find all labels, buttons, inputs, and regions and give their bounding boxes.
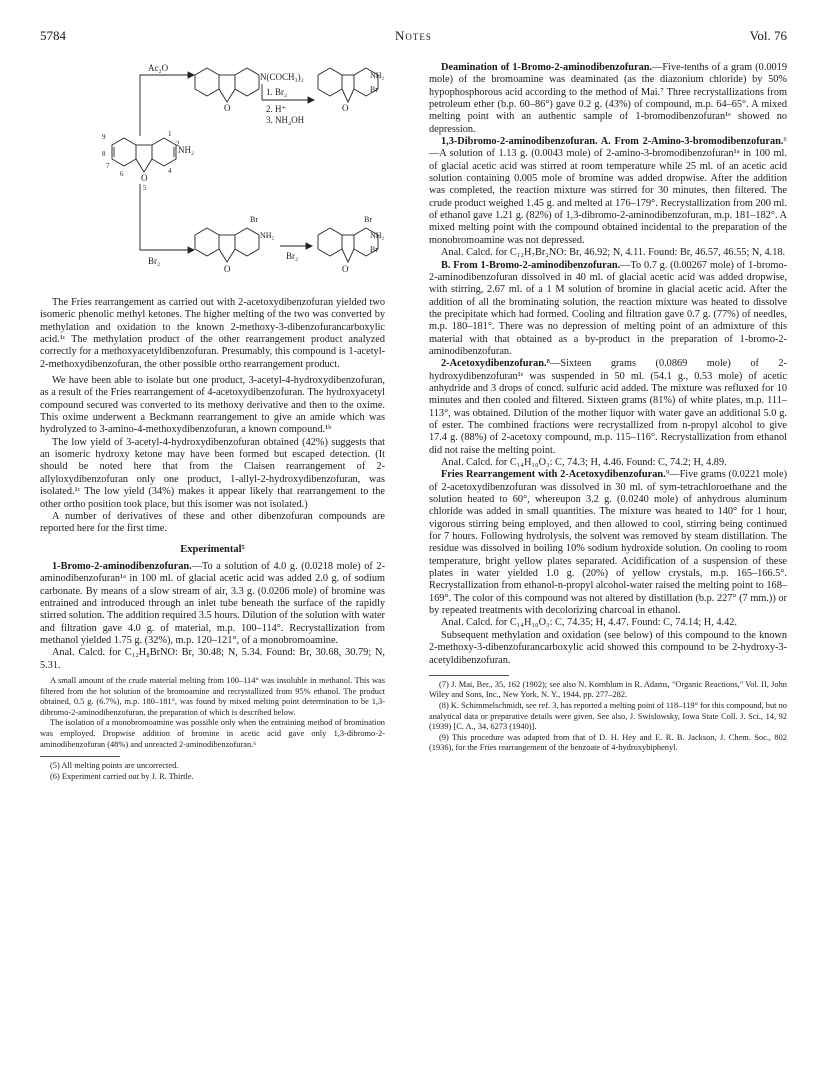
bromoamine-title: 1-Bromo-2-aminodibenzofuran.	[52, 560, 192, 572]
bromoamine-3-dibenzofuran	[195, 228, 259, 262]
ncoch3-label: N(COCH₃)₂	[260, 72, 304, 82]
footnote-6: (6) Experiment carried out by J. R. Thirtle.	[50, 771, 194, 781]
ring-number-9: 9	[102, 133, 106, 141]
acetoxy-paragraph	[429, 358, 787, 457]
right-column	[429, 62, 787, 754]
center-nh2-label: NH₂	[178, 145, 195, 155]
ring-number-7: 7	[106, 162, 110, 170]
volume-label: Vol. 76	[749, 28, 787, 43]
br-br-bottom-label: Br	[370, 245, 378, 254]
deamination-text: —Five-tenths of a gram (0.0019 mole) of the bromoamine was deaminated (as the diazonium chloride) by 50% hypophosphorous acid according to the method of Mai.⁷ Three recrystallizations from petroleum ether (b.p. 60–86°) gave 0.2 g. (43%) of compound, m.p. 64–65°. A mixed melting point with an authentic sample of 1-bromodibenzofuran¹ᵉ showed no depression.	[429, 62, 787, 135]
dibromoamine-product	[318, 228, 378, 262]
ac2o-arrow-line	[140, 75, 188, 136]
top-oxygen-label: O	[224, 103, 231, 113]
acetoxy-title: 2-Acetoxydibenzofuran.	[441, 358, 547, 370]
dibromo-title: 1,3-Dibromo-2-aminodibenzofuran. A. From 2-Amino-3-bromodibenzofuran.	[441, 136, 784, 148]
center-oxygen-label: O	[141, 173, 148, 183]
fries-analysis: Anal. Calcd. for C₁₄H₁₀O₃: C, 74.35; H, 4.47. Found: C, 74.14; H, 4.42.	[441, 617, 737, 629]
ring-number-5: 5	[143, 184, 147, 192]
footnote-divider	[40, 756, 120, 757]
tr-nh2-label: NH₂	[370, 71, 385, 80]
deamination-paragraph	[429, 62, 787, 136]
ring-number-1: 1	[168, 130, 172, 138]
ring-number-8: 8	[102, 150, 106, 158]
bromoamine-paragraph	[40, 561, 385, 647]
center-dibenzofuran	[112, 138, 176, 172]
footnote-8: (8) K. Schimmelschmidt, see ref. 3, has reported a melting point of 118–119° for this compound, but no analytical data or preparative details were given. See also, J. Swislowsky, Iowa State Coll. J. Sci., 14, 92 (1939) [C. A., 34, 6273 (1940)].	[429, 701, 787, 732]
step-3-label: 3. NH₄OH	[266, 115, 305, 125]
dibromo-text: ⁶—A solution of 1.13 g. (0.0043 mole) of 2-amino-3-bromodibenzofuran¹ᵃ in 100 ml. of glacial acetic acid was stirred at room temperature while 25 ml. of an acetic acid solution containing 0.005 mole of bromine was added dropwise. After the addition was completed, the reaction mixture was stirred for 30 minutes, then filtered. The crude product weighed 1.45 g. and melted at 176–179°. Recrystallization from 200 ml. of ethanol gave 1.21 g. (82%) of 1,3-dibromo-2-aminodibenzofuran, m.p. 181–182°. A mixed melting point with the compound obtained incidental to the preparation of the monobromoamine was not depressed.	[429, 136, 787, 246]
bromoamine-analysis: Anal. Calcd. for C₁₂H₈BrNO: Br, 30.48; N, 5.34. Found: Br, 30.68, 30.79; N, 5.31.	[40, 647, 385, 671]
fries-paragraph	[429, 469, 787, 617]
br2-arrowhead	[188, 247, 194, 253]
deamination-title: Deamination of 1-Bromo-2-aminodibenzofuran.	[441, 62, 653, 73]
subsequent-paragraph: Subsequent methylation and oxidation (see below) of this compound to the known 2-methoxy-3-dibenzofurancarboxylic acid showed this compound to be 2-hydroxy-3-acetyldibenzofuran.	[429, 629, 787, 666]
bm-nh2-label: NH₂	[260, 231, 275, 240]
br2-reagent-label-mid: Br₂	[286, 251, 299, 261]
footnote-divider-right	[429, 675, 509, 676]
tr-oxygen-label: O	[342, 103, 349, 113]
br-br-top-label: Br	[364, 215, 372, 224]
br2-mid-arrowhead	[306, 243, 312, 249]
left-column	[40, 297, 385, 782]
ac2o-reagent-label: Ac₂O	[148, 63, 169, 73]
steps-arrowhead	[308, 97, 314, 103]
intro-paragraph-3: The low yield of 3-acetyl-4-hydroxydibenzofuran obtained (42%) suggests that an isomeric hydroxy ketone may have been formed but escaped detection. (It should be noted here that from the Claisen rearrangement of 2-allyloxydibenzofuran only one product, 1-allyl-2-hydroxydibenzofuran, was isolated.¹ᶜ The low yield (34%) makes it appear likely that rearrangement to the other ortho position took place, but this isomer was not isolated.)	[40, 436, 385, 510]
bromoamine-text: —To a solution of 4.0 g. (0.0218 mole) of 2-aminodibenzofuran¹ᵃ in 100 ml. of glacial acetic acid was added 2.0 g. of sodium carbonate. By means of a slow stream of air, 3.3 g. (0.0206 mole) of bromine was entrained and introduced through an inlet tube beneath the surface of the rapidly stirred solution. The addition required 3.5 hours. Dilution of the solution with water and filtration gave 4.0 g. of material, m.p. 100–114°. Recrystallization from methanol yielded 1.75 g. (32%), m.p. 120–121°, of a monobromoamine.	[40, 560, 385, 646]
ac2o-arrowhead	[188, 72, 194, 78]
acetoxy-text: ⁸—Sixteen grams (0.0869 mole) of 2-hydroxydibenzofuran¹ᵉ was suspended in 50 ml. (54.1 g., 0.53 mole) of acetic anhydride and 3 drops of concd. sulfuric acid added. The mixture was refluxed for 10 minutes and then cooled and filtered. Sixteen grams (81%) of white plates, m.p. 111–113°, was obtained. Dilution of the mother liquor with water gave an additional 5.0 g. of ester. The combined fractions were recrystallized from n-propyl alcohol to give 17.4 g. (88%) of 2-acetoxy compound, m.p. 115–116°. Recrystallization from ethanol did not raise the melting point.	[429, 358, 787, 456]
footnote-9: (9) This procedure was adapted from that of D. H. Hey and E. R. B. Jackson, J. Chem. Soc., 802 (1936), for the Fries rearrangement of the benzoate of 4-hydroxybiphenyl.	[429, 732, 787, 753]
br2-arrow-line	[140, 184, 188, 250]
reaction-scheme	[40, 60, 385, 282]
ring-number-4: 4	[168, 167, 172, 175]
intro-paragraph-1: The Fries rearrangement as carried out with 2-acetoxydibenzofuran yielded two isomeric phenolic methyl ketones. The higher melting of the two was converted by methylation and oxidation to the known 2-methoxy-3-dibenzofurancarboxylic acid.¹ᶜ The methylation product of the other rearrangement product analyzed correctly for a methoxyacetyldibenzofuran. Presumably, this compound is 1-acetyl-2-methoxydibenzofuran, the other possible ortho rearrangement product.	[40, 297, 385, 370]
method-b-paragraph	[429, 260, 787, 359]
small-paragraph-2: The isolation of a monobromoamine was possible only when the entraining method of bromination was employed. Dropwise addition of bromine in acetic acid gave only 1,3-dibromo-2-aminodibenzofuran (48%) and unreacted 2-aminodibenzofuran.⁶	[40, 718, 385, 749]
fries-text: ⁹—Five grams (0.0221 mole) of 2-acetoxydibenzofuran was dissolved in 30 ml. of sym-tetrachloroethane and the solution heated to 60°, whereupon 3.2 g. (0.0240 mole) of anhydrous aluminum chloride was added in small quantities. The mixture was heated to 140° for 1 hour, vigorous stirring being employed, and then allowed to cool, stirring being continued for 7 hours. Following hydrolysis, the solvent was removed by steam distillation. The residue was dissolved in boiling 10% sodium hydroxide solution. On cooling to room temperature, bright yellow plates separated. Acidification of a suspension of these plates in water yielded 1.0 g. (20%) of yellow crystals, m.p. 165–166.5°. Recrystallization from ethanol-n-propyl alcohol-water raised the melting point to 168–169°. The color of this compound was not altered by distillation (b.p. 227° (7 mm.)) or by repeated treatments with decolorizing charcoal in ethanol.	[429, 469, 788, 617]
br2-reagent-label-left: Br₂	[148, 256, 161, 266]
diacetyl-dibenzofuran	[195, 68, 259, 102]
ring-number-2: 2	[176, 140, 180, 148]
page-number: 5784	[40, 28, 66, 43]
acetoxy-analysis: Anal. Calcd. for C₁₄H₁₀O₃: C, 74.3; H, 4.46. Found: C, 74.2; H, 4.89.	[441, 457, 727, 468]
step-1-label: 1. Br₂	[266, 87, 288, 97]
running-title: Notes	[395, 28, 432, 43]
bm-oxygen-label: O	[224, 264, 231, 274]
method-b-text: —To 0.7 g. (0.00267 mole) of 1-bromo-2-aminodibenzofuran dissolved in 40 ml. of glacial acetic acid was added dropwise, with stirring, 2.67 ml. of a 1 M solution of bromine in glacial acetic acid. After the addition of all the brominating solution, the reaction mixture was heated to dissolve the precipitate which had formed. Cooling and filtration gave 0.7 g. (77%) of needles, m.p. 180–181°. There was no depression of melting point of an admixture of this material with that obtained as a by-product in the preparation of 1-bromo-2-aminodibenzofuran.	[429, 259, 787, 357]
intro-paragraph-2: We have been able to isolate but one product, 3-acetyl-4-hydroxydibenzofuran, as a result of the Fries rearrangement of 4-acetoxydibenzofuran. The hydroxyacetyl compound secured was converted to its methoxy derivative and then to the oxime. This oxime underwent a Beckmann rearrangement to give an amide which was hydrolyzed to 3-amino-4-methoxydibenzofuran, a known compound.¹ᵇ	[40, 375, 385, 436]
dibromo-analysis: Anal. Calcd. for C₁₂H₇Br₂NO: Br, 46.92; N, 4.11. Found: Br, 46.57, 46.55; N, 4.18.	[441, 247, 786, 259]
intro-paragraph-4: A number of derivatives of these and other dibenzofuran compounds are reported here for the first time.	[40, 510, 385, 535]
tr-br-label: Br	[370, 85, 378, 94]
fries-title: Fries Rearrangement with 2-Acetoxydibenzofuran.	[441, 469, 666, 481]
dibromo-paragraph	[429, 136, 787, 247]
bm-br-label: Br	[250, 215, 258, 224]
method-b-title: B. From 1-Bromo-2-aminodibenzofuran.	[441, 259, 621, 271]
experimental-heading: Experimental⁵	[180, 543, 245, 555]
footnote-5: (5) All melting points are uncorrected.	[50, 761, 179, 771]
br-oxygen-label: O	[342, 264, 349, 274]
step-2-label: 2. H⁺	[266, 104, 287, 114]
ring-number-6: 6	[120, 170, 124, 178]
small-paragraph-1: A small amount of the crude material melting from 100–114° was insoluble in methanol. This was filtered from the hot solution of the bromoamine and recrystallized from 95% ethanol. The product obtained, 0.5 g. (6.7%), m.p. 180–181°, was found by mixed melting point determination to be 1,3-dibromo-2-aminodibenzofuran, the preparation of which is described below.	[40, 675, 385, 717]
bromoamine-product	[318, 68, 378, 102]
footnote-7: (7) J. Mai, Ber., 35, 162 (1902); see also N. Kornblum in R. Adams, "Organic Reactions," Vol. II, John Wiley and Sons, Inc., New York, N. Y., 1944, pp. 277–282.	[429, 679, 787, 700]
br-nh2-label: NH₂	[370, 231, 385, 240]
